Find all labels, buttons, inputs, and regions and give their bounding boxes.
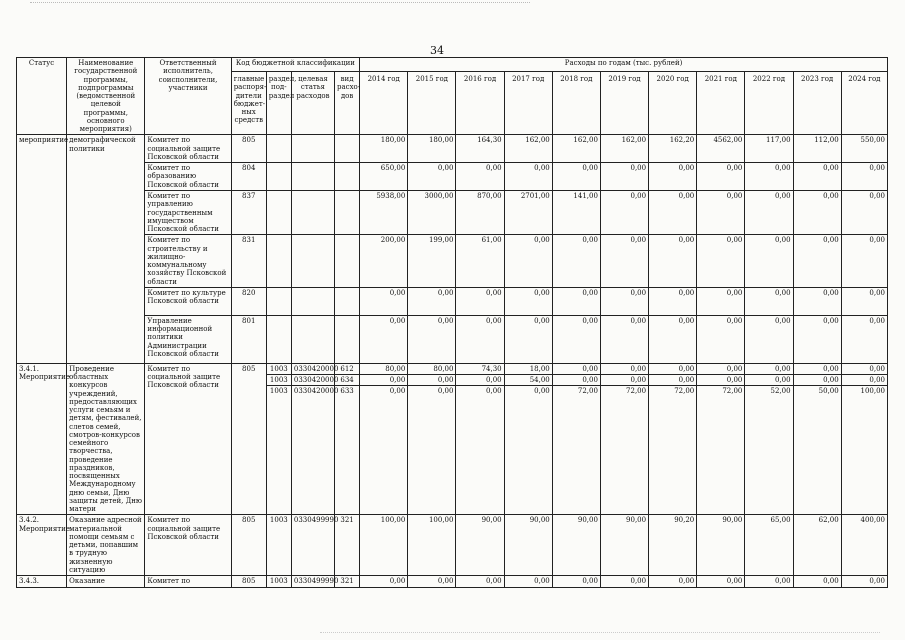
- cell-cs: [291, 235, 334, 288]
- cell-vr: 633: [335, 386, 360, 515]
- row-status: мероприятие: [17, 135, 67, 364]
- cell-value: 0,00: [600, 363, 648, 374]
- cell-value: 80,00: [408, 363, 456, 374]
- cell-vr: 634: [335, 375, 360, 386]
- cell-value: 0,00: [360, 386, 408, 515]
- header-executor: Ответственный исполнитель, соисполнители, участники: [145, 58, 231, 135]
- header-year: 2017 год: [504, 72, 552, 135]
- cell-value: 650,00: [360, 163, 408, 191]
- cell-value: 0,00: [697, 315, 745, 363]
- table-row: [17, 135, 888, 163]
- cell-cs: 0330420000: [291, 375, 334, 386]
- cell-value: 0,00: [456, 386, 504, 515]
- cell-value: 0,00: [697, 191, 745, 235]
- cell-value: 90,00: [697, 515, 745, 576]
- cell-vr: [335, 191, 360, 235]
- cell-value: 5938,00: [360, 191, 408, 235]
- cell-value: 0,00: [697, 375, 745, 386]
- cell-value: 0,00: [697, 235, 745, 288]
- cell-cs: 0330420000: [291, 363, 334, 374]
- cell-rz: [266, 235, 291, 288]
- cell-vr: [335, 315, 360, 363]
- header-year: 2022 год: [745, 72, 793, 135]
- cell-cs: 0330499990: [291, 515, 334, 576]
- header-expenses: Расходы по годам (тыс. рублей): [360, 58, 888, 72]
- row-executor: Комитет по строительству и жилищно-коммунальному хозяйству Псковской области: [145, 235, 231, 288]
- cell-value: 74,30: [456, 363, 504, 374]
- cell-value: 0,00: [600, 191, 648, 235]
- cell-vr: [335, 287, 360, 315]
- cell-value: 0,00: [504, 315, 552, 363]
- cell-value: 0,00: [456, 287, 504, 315]
- cell-value: 0,00: [504, 287, 552, 315]
- cell-value: 2701,00: [504, 191, 552, 235]
- cell-value: 4562,00: [697, 135, 745, 163]
- cell-cs: [291, 287, 334, 315]
- cell-value: 162,00: [504, 135, 552, 163]
- cell-cs: 0330420000: [291, 386, 334, 515]
- cell-value: 0,00: [600, 163, 648, 191]
- cell-vr: [335, 163, 360, 191]
- cell-gr: 805: [231, 576, 266, 588]
- scan-noise-bottom: [320, 632, 880, 635]
- cell-value: 0,00: [745, 315, 793, 363]
- cell-value: 90,20: [649, 515, 697, 576]
- cell-value: 0,00: [841, 235, 887, 288]
- row-name: Проведение областных конкурсов учреждений, предоставляющих услуги семьям и детям, фестивалей, слетов семей, смотров-конкурсов семейного творчества, проведение праздников, посвященных Международному дню семьи, Дню защиты детей, Дню матери: [67, 363, 145, 515]
- header-year: 2018 год: [552, 72, 600, 135]
- cell-value: 0,00: [600, 315, 648, 363]
- cell-value: 0,00: [360, 287, 408, 315]
- cell-value: 0,00: [793, 191, 841, 235]
- header-year: 2023 год: [793, 72, 841, 135]
- cell-value: 0,00: [649, 576, 697, 588]
- cell-value: 0,00: [504, 576, 552, 588]
- cell-gr: 831: [231, 235, 266, 288]
- cell-value: 0,00: [697, 576, 745, 588]
- cell-value: 0,00: [841, 287, 887, 315]
- cell-value: 0,00: [600, 235, 648, 288]
- cell-value: 0,00: [649, 315, 697, 363]
- cell-value: 0,00: [745, 363, 793, 374]
- table-row: [17, 191, 888, 235]
- cell-rz: [266, 315, 291, 363]
- cell-value: 90,00: [456, 515, 504, 576]
- row-executor: Комитет по социальной защите Псковской области: [145, 363, 231, 515]
- header-status: Статус: [17, 58, 67, 135]
- cell-cs: [291, 315, 334, 363]
- cell-value: 0,00: [793, 235, 841, 288]
- cell-gr: 820: [231, 287, 266, 315]
- row-status: 3.4.3.: [17, 576, 67, 588]
- cell-value: 62,00: [793, 515, 841, 576]
- cell-value: 0,00: [649, 375, 697, 386]
- cell-value: 400,00: [841, 515, 887, 576]
- cell-rz: 1003: [266, 363, 291, 374]
- cell-value: 80,00: [360, 363, 408, 374]
- cell-value: 0,00: [793, 375, 841, 386]
- cell-rz: [266, 135, 291, 163]
- cell-value: 870,00: [456, 191, 504, 235]
- header-year: 2014 год: [360, 72, 408, 135]
- cell-gr: 805: [231, 135, 266, 163]
- cell-value: 0,00: [600, 287, 648, 315]
- cell-cs: 0330499990: [291, 576, 334, 588]
- cell-value: 162,20: [649, 135, 697, 163]
- cell-value: 0,00: [841, 576, 887, 588]
- row-name: демографической политики: [67, 135, 145, 364]
- cell-value: 0,00: [745, 235, 793, 288]
- cell-value: 72,00: [649, 386, 697, 515]
- cell-rz: [266, 191, 291, 235]
- header-code-gr: главные распоря-дители бюджет-ных средств: [231, 72, 266, 135]
- cell-value: 0,00: [697, 163, 745, 191]
- cell-value: 0,00: [793, 315, 841, 363]
- cell-value: 0,00: [504, 163, 552, 191]
- row-executor: Управление информационной политики Администрации Псковской области: [145, 315, 231, 363]
- cell-value: 0,00: [360, 576, 408, 588]
- cell-value: 112,00: [793, 135, 841, 163]
- cell-value: 90,00: [552, 515, 600, 576]
- cell-value: 0,00: [745, 191, 793, 235]
- cell-rz: [266, 163, 291, 191]
- table-row: [17, 515, 888, 576]
- cell-value: 0,00: [408, 163, 456, 191]
- cell-value: 0,00: [408, 386, 456, 515]
- cell-value: 0,00: [408, 375, 456, 386]
- table-row: [17, 287, 888, 315]
- cell-gr: 805: [231, 515, 266, 576]
- header-year: 2015 год: [408, 72, 456, 135]
- budget-table: [16, 57, 888, 588]
- header-year: 2024 год: [841, 72, 887, 135]
- scan-noise-top: [30, 2, 530, 5]
- cell-value: 180,00: [408, 135, 456, 163]
- row-status: 3.4.1. Мероприятие: [17, 363, 67, 515]
- cell-value: 0,00: [552, 363, 600, 374]
- cell-value: 100,00: [360, 515, 408, 576]
- cell-value: 0,00: [745, 576, 793, 588]
- row-executor: Комитет по социальной защите Псковской области: [145, 515, 231, 576]
- cell-value: 0,00: [456, 315, 504, 363]
- cell-rz: 1003: [266, 375, 291, 386]
- cell-value: 0,00: [745, 375, 793, 386]
- cell-value: 0,00: [408, 315, 456, 363]
- row-executor: Комитет по культуре Псковской области: [145, 287, 231, 315]
- cell-value: 0,00: [697, 363, 745, 374]
- cell-value: 0,00: [552, 235, 600, 288]
- cell-value: 0,00: [745, 163, 793, 191]
- cell-gr: 805: [231, 363, 266, 515]
- cell-cs: [291, 191, 334, 235]
- cell-value: 117,00: [745, 135, 793, 163]
- cell-value: 0,00: [649, 235, 697, 288]
- cell-gr: 801: [231, 315, 266, 363]
- cell-value: 0,00: [841, 191, 887, 235]
- cell-gr: 804: [231, 163, 266, 191]
- cell-value: 550,00: [841, 135, 887, 163]
- row-executor: Комитет по: [145, 576, 231, 588]
- cell-value: 0,00: [408, 287, 456, 315]
- cell-value: 0,00: [456, 163, 504, 191]
- row-name: Оказание: [67, 576, 145, 588]
- cell-value: 0,00: [649, 363, 697, 374]
- cell-value: 0,00: [649, 163, 697, 191]
- cell-value: 0,00: [408, 576, 456, 588]
- table-row: [17, 163, 888, 191]
- cell-value: 54,00: [504, 375, 552, 386]
- row-status: 3.4.2. Мероприятие: [17, 515, 67, 576]
- cell-value: 0,00: [360, 315, 408, 363]
- header-code-vr: вид расхо-дов: [335, 72, 360, 135]
- page-number: 34: [430, 44, 444, 57]
- cell-rz: 1003: [266, 386, 291, 515]
- cell-value: 162,00: [600, 135, 648, 163]
- cell-value: 200,00: [360, 235, 408, 288]
- cell-value: 18,00: [504, 363, 552, 374]
- header-code-cs: целевая статья расходов: [291, 72, 334, 135]
- cell-value: 61,00: [456, 235, 504, 288]
- cell-value: 65,00: [745, 515, 793, 576]
- cell-value: 72,00: [697, 386, 745, 515]
- row-name: Оказание адресной материальной помощи семьям с детьми, попавшим в трудную жизненную ситуацию: [67, 515, 145, 576]
- cell-value: 0,00: [793, 287, 841, 315]
- cell-value: 0,00: [552, 287, 600, 315]
- cell-value: 0,00: [649, 287, 697, 315]
- cell-rz: [266, 287, 291, 315]
- table-row: [17, 576, 888, 588]
- cell-value: 0,00: [456, 576, 504, 588]
- cell-gr: 837: [231, 191, 266, 235]
- table-row: [17, 363, 888, 374]
- header-budget-code: Код бюджетной классификации: [231, 58, 359, 72]
- cell-value: 0,00: [841, 315, 887, 363]
- cell-value: 0,00: [552, 375, 600, 386]
- cell-vr: 612: [335, 363, 360, 374]
- cell-value: 50,00: [793, 386, 841, 515]
- header-name: Наименование государственной программы, подпрограммы (ведомственной целевой программы, основного мероприятия): [67, 58, 145, 135]
- cell-rz: 1003: [266, 515, 291, 576]
- row-executor: Комитет по социальной защите Псковской области: [145, 135, 231, 163]
- cell-value: 0,00: [841, 375, 887, 386]
- cell-value: 0,00: [841, 163, 887, 191]
- cell-value: 164,30: [456, 135, 504, 163]
- header-year: 2020 год: [649, 72, 697, 135]
- cell-value: 0,00: [649, 191, 697, 235]
- cell-value: 0,00: [504, 235, 552, 288]
- cell-rz: 1003: [266, 576, 291, 588]
- cell-vr: [335, 135, 360, 163]
- cell-vr: [335, 235, 360, 288]
- header-code-rz: раздел, под-раздел: [266, 72, 291, 135]
- cell-value: 0,00: [552, 576, 600, 588]
- cell-value: 180,00: [360, 135, 408, 163]
- cell-value: 90,00: [504, 515, 552, 576]
- cell-value: 52,00: [745, 386, 793, 515]
- cell-value: 0,00: [841, 363, 887, 374]
- cell-value: 0,00: [600, 576, 648, 588]
- cell-value: 162,00: [552, 135, 600, 163]
- header-year: 2019 год: [600, 72, 648, 135]
- cell-value: 100,00: [841, 386, 887, 515]
- cell-cs: [291, 163, 334, 191]
- cell-value: 0,00: [793, 576, 841, 588]
- header-year: 2021 год: [697, 72, 745, 135]
- cell-value: 0,00: [745, 287, 793, 315]
- cell-value: 72,00: [600, 386, 648, 515]
- cell-cs: [291, 135, 334, 163]
- header-year: 2016 год: [456, 72, 504, 135]
- cell-vr: 321: [335, 576, 360, 588]
- cell-value: 3000,00: [408, 191, 456, 235]
- cell-value: 0,00: [456, 375, 504, 386]
- cell-value: 100,00: [408, 515, 456, 576]
- cell-value: 0,00: [504, 386, 552, 515]
- cell-value: 199,00: [408, 235, 456, 288]
- cell-value: 141,00: [552, 191, 600, 235]
- row-executor: Комитет по управлению государственным имуществом Псковской области: [145, 191, 231, 235]
- cell-value: 0,00: [600, 375, 648, 386]
- table-row: [17, 235, 888, 288]
- cell-value: 0,00: [793, 163, 841, 191]
- cell-value: 0,00: [697, 287, 745, 315]
- table-row: [17, 315, 888, 363]
- cell-value: 72,00: [552, 386, 600, 515]
- cell-value: 0,00: [552, 163, 600, 191]
- row-executor: Комитет по образованию Псковской области: [145, 163, 231, 191]
- cell-value: 90,00: [600, 515, 648, 576]
- cell-vr: 321: [335, 515, 360, 576]
- cell-value: 0,00: [360, 375, 408, 386]
- cell-value: 0,00: [793, 363, 841, 374]
- cell-value: 0,00: [552, 315, 600, 363]
